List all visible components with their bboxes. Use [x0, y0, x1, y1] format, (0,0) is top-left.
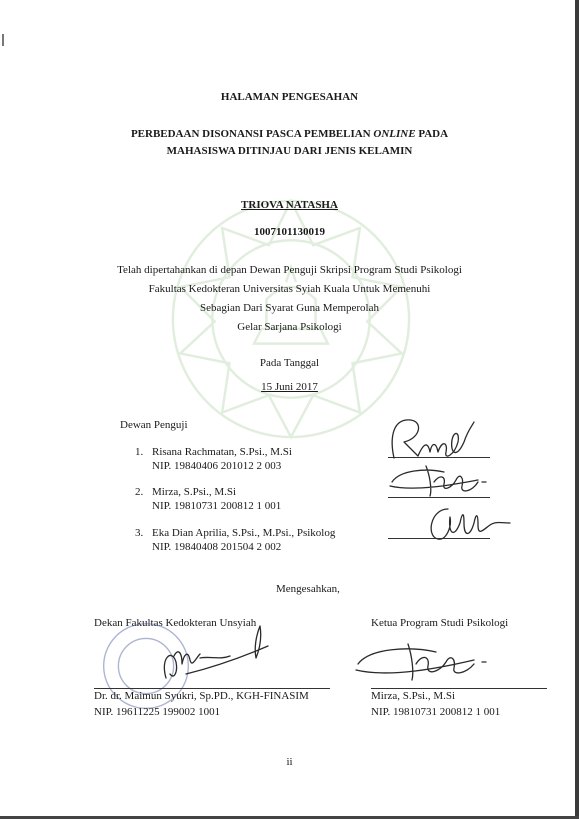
defense-line-4: Gelar Sarjana Psikologi [237, 321, 342, 333]
program-head-name: Mirza, S.Psi., M.Si [371, 690, 456, 702]
examiner-1-name: Risana Rachmatan, S.Psi., M.Si [152, 446, 292, 458]
examiner-1-number: 1. [135, 446, 144, 458]
scan-edge-right [575, 0, 579, 819]
examiner-1-signature [384, 412, 494, 464]
defense-line-3: Sebagian Dari Syarat Guna Memperolah [200, 302, 379, 314]
approve-label: Mengesahkan, [276, 583, 340, 595]
page-number: ii [286, 756, 293, 768]
examiner-2-number: 2. [135, 486, 144, 498]
dean-signature-line [94, 688, 330, 689]
author-name [0, 199, 579, 211]
examiner-3-name: Eka Dian Aprilia, S.Psi., M.Psi., Psikolog [152, 527, 336, 539]
title-line1-post: PADA [415, 128, 449, 140]
title-line1-pre: PERBEDAAN DISONANSI PASCA PEMBELIAN [130, 128, 374, 140]
date-value [0, 381, 579, 393]
program-head-signature [350, 640, 500, 686]
examiner-3-nip: NIP. 19840408 201504 2 002 [152, 541, 282, 553]
page-heading: HALAMAN PENGESAHAN [220, 91, 359, 103]
dean-nip: NIP. 19611225 199002 1001 [94, 706, 221, 718]
examiners-heading: Dewan Penguji [120, 419, 188, 431]
dean-name: Dr. dr. Maimun Syukri, Sp.PD., KGH-FINASIM [94, 690, 309, 702]
examiner-2-nip: NIP. 19810731 200812 1 001 [152, 500, 282, 512]
dean-role: Dekan Fakultas Kedokteran Unsyiah [94, 617, 257, 629]
examiner-2-signature [386, 462, 498, 500]
date-value-text: 15 Juni 2017 [261, 381, 318, 393]
scan-mark [2, 34, 4, 46]
examiner-2-name: Mirza, S.Psi., M.Si [152, 486, 237, 498]
examiner-3-number: 3. [135, 527, 144, 539]
date-label: Pada Tanggal [259, 357, 320, 369]
defense-line-2: Fakultas Kedokteran Universitas Syiah Kuala Untuk Memenuhi [148, 283, 431, 295]
dean-signature [150, 618, 290, 684]
defense-line-1: Telah dipertahankan di depan Dewan Penguji Skripsi Program Studi Psikologi [117, 264, 462, 276]
examiner-3-signature [424, 503, 514, 543]
program-head-nip: NIP. 19810731 200812 1 001 [371, 706, 501, 718]
student-id: 1007101130019 [254, 226, 325, 238]
program-head-signature-line [371, 688, 547, 689]
thesis-title-line1 [0, 128, 579, 140]
thesis-title-line2: MAHASISWA DITINJAU DARI JENIS KELAMIN [166, 145, 413, 157]
program-head-role: Ketua Program Studi Psikologi [371, 617, 509, 629]
author-name-text: TRIOVA NATASHA [241, 199, 338, 211]
title-line1-italic: ONLINE [373, 128, 416, 140]
examiner-1-nip: NIP. 19840406 201012 2 003 [152, 460, 282, 472]
